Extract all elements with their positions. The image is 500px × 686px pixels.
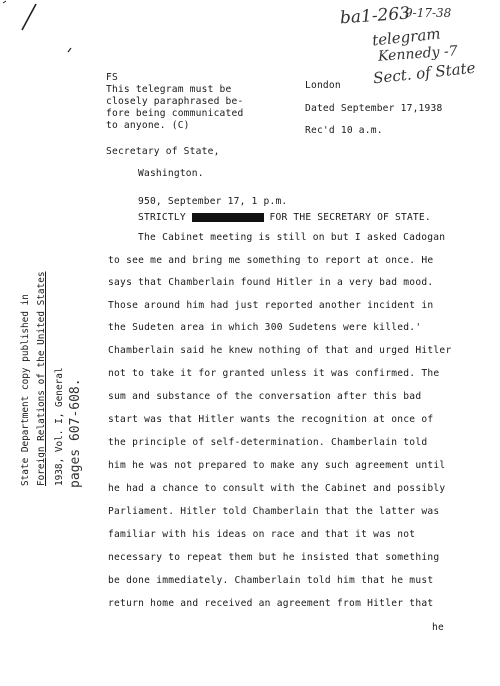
body-line: he had a chance to consult with the Cabinet and possibly xyxy=(108,483,446,494)
handwritten-note-recipient: Sect. of State xyxy=(372,58,477,88)
classification-prefix: STRICTLY xyxy=(138,212,186,223)
body-line: Chamberlain said he knew nothing of that and urged Hitler xyxy=(108,345,452,356)
body-line: him he was not prepared to make any such agreement until xyxy=(108,460,446,471)
body-line: Those around him had just reported another incident in xyxy=(108,300,434,311)
received-line: Rec'd 10 a.m. xyxy=(305,125,383,136)
side-note-line-2: Foreign Relations of the United States xyxy=(36,271,47,486)
body-line: The Cabinet meeting is still on but I asked Cadogan xyxy=(138,232,446,243)
addressee-line-1: Secretary of State, xyxy=(106,146,220,157)
body-line: be done immediately. Chamberlain told him that he must xyxy=(108,575,434,586)
telegram-code: FS xyxy=(106,72,118,83)
body-line: to see me and bring me something to report at once. He xyxy=(108,255,434,266)
body-line: Parliament. Hitler told Chamberlain that the latter was xyxy=(108,506,440,517)
body-line: start was that Hitler wants the recognition at once of xyxy=(108,414,434,425)
body-line: not to take it for granted unless it was confirmed. The xyxy=(108,368,440,379)
classification-line xyxy=(138,212,431,224)
pen-mark xyxy=(0,0,80,60)
handwritten-note-telegram: telegram xyxy=(371,24,442,50)
body-line: necessary to repeat them but he insisted that something xyxy=(108,552,440,563)
addressee-line-2: Washington. xyxy=(138,168,204,179)
paraphrase-notice-line-4: to anyone. (C) xyxy=(106,120,190,131)
body-line: the principle of self-determination. Chamberlain told xyxy=(108,437,428,448)
handwritten-note-sender: Kennedy -7 xyxy=(377,43,459,65)
handwritten-code: ba1-263 xyxy=(339,3,411,29)
paraphrase-notice-line-1: This telegram must be xyxy=(106,84,232,95)
side-note-line-1: State Department copy published in xyxy=(20,294,31,486)
handwritten-date: 9-17-38 xyxy=(405,6,452,20)
dated-line: Dated September 17,1938 xyxy=(305,103,443,114)
redacted-word xyxy=(192,213,264,222)
side-note-line-3: 1938, Vol. I, General xyxy=(54,367,65,486)
classification-suffix: FOR THE SECRETARY OF STATE. xyxy=(269,212,431,223)
body-line: sum and substance of the conversation after this bad xyxy=(108,391,422,402)
origin-place: London xyxy=(305,80,341,91)
body-line: says that Chamberlain found Hitler in a very bad mood. xyxy=(108,277,434,288)
body-line: return home and received an agreement from Hitler that xyxy=(108,598,434,609)
body-line: the Sudeten area in which 300 Sudetens were killed.' xyxy=(108,322,422,333)
paraphrase-notice-line-3: fore being communicated xyxy=(106,108,244,119)
side-note-pages: pages 607-608. xyxy=(68,378,83,488)
paraphrase-notice-line-2: closely paraphrased be- xyxy=(106,96,244,107)
message-reference: 950, September 17, 1 p.m. xyxy=(138,196,288,207)
catchword: he xyxy=(432,622,444,633)
body-line: familiar with his ideas on race and that it was not xyxy=(108,529,416,540)
